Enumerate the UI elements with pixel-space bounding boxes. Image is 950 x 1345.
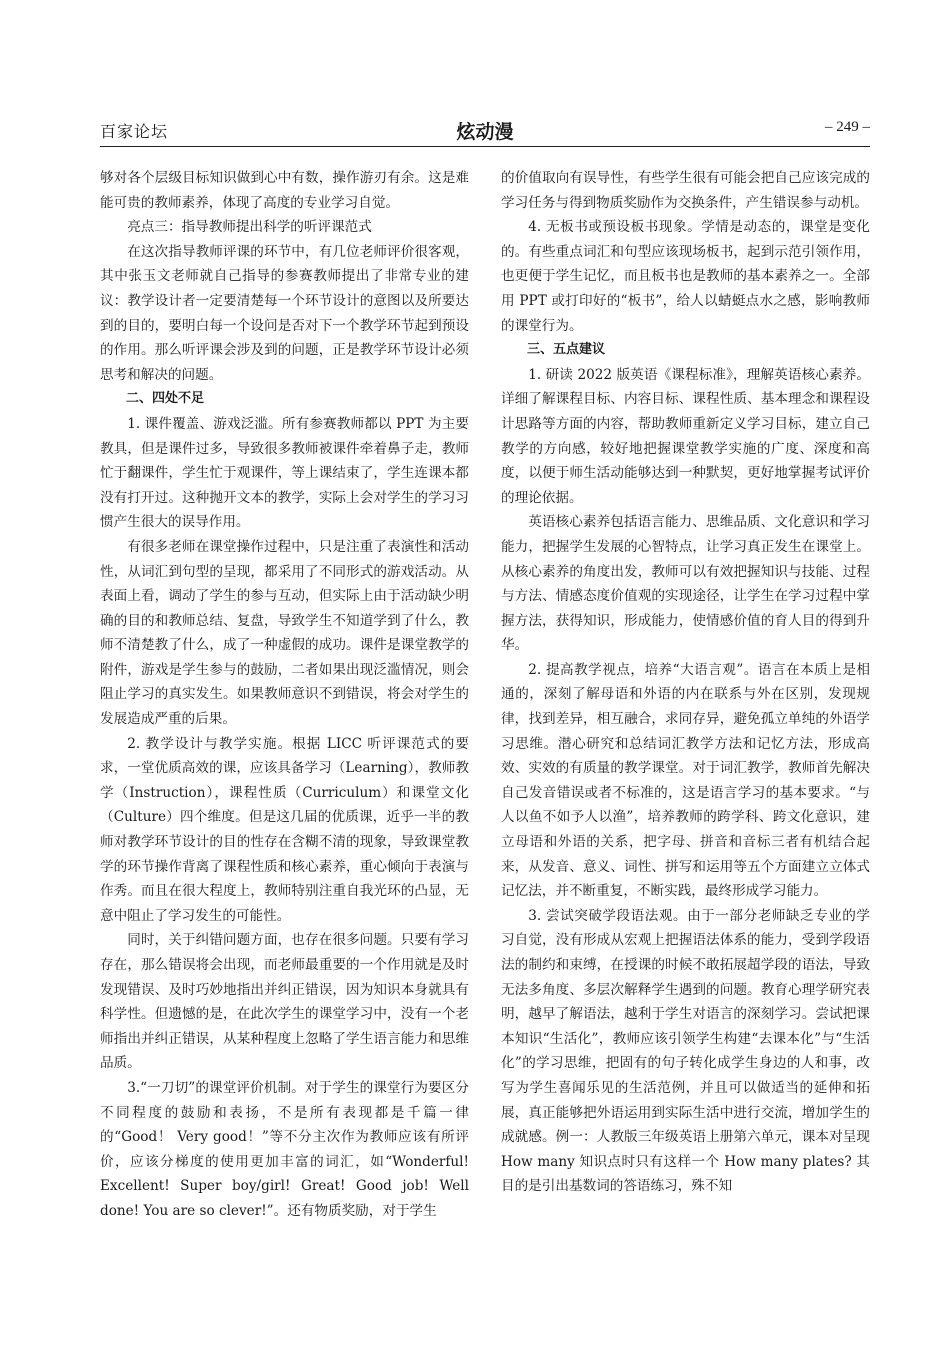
paragraph: 2. 教学设计与教学实施。根据 LICC 听评课范式的要求，一堂优质高效的课，应该具备学习（Learning），教师教学（Instruction），课程性质（Curriculum）和课堂文化（Culture）四个维度。但是这几届的优质课，近乎一半的教师对教学环节设计的目的性存在含糊不清的现象，导致课堂教学的环节操作背离了课程性质和核心素养，重心倾向于表演与作秀。而且在很大程度上，教师特别注重自我光环的凸显，无意中阻止了学习发生的可能性。 (100, 735, 469, 924)
section-heading: 二、四处不足 (126, 391, 205, 407)
paragraph: 4. 无板书或预设板书现象。学情是动态的，课堂是变化的。有些重点词汇和句型应该现场板书，起到示范引领作用，也更便于学生记忆，而且板书也是教师的基本素养之一。全部用 PPT 或打印好的“板书”，给人以蜻蜓点水之感，影响教师的课堂行为。 (501, 219, 870, 334)
paragraph: 亮点三：指导教师提出科学的听评课范式 (127, 219, 372, 236)
page-number: – 249 – (825, 119, 870, 135)
page-header (100, 117, 870, 147)
paragraph: 2. 提高教学视点，培养“大语言观”。语言在本质上是相通的，深刻了解母语和外语的内在联系与外在区别，发现规律，找到差异，相互融合，求同存异，避免孤立单纯的外语学习思维。潜心研究和总结词汇教学方法和记忆方法，形成高效、实效的有质量的教学课堂。对于词汇教学，教师首先解决自己发音错误或者不标准的，这是语言学习的基本要求。“与人以鱼不如予人以渔”，培养教师的跨学科、跨文化意识，建立母语和外语的关系，把字母、拼音和音标三者有机结合起来，从发音、意义、词性、拼写和运用等五个方面建立立体式记忆法，并不断重复，不断实践，最终形成学习能力。 (501, 661, 870, 900)
continued-paragraph: 的价值取向有误导性，有些学生很有可能会把自己应该完成的学习任务与得到物质奖励作为交换条件，产生错误参与动机。 (501, 170, 870, 211)
column-name: 百家论坛 (100, 122, 169, 141)
paragraph: 同时，关于纠错问题方面，也存在很多问题。只要有学习存在，那么错误将会出现，而老师最重要的一个作用就是及时发现错误、及时巧妙地指出并纠正错误，因为知识本身就具有科学性。但遗憾的是，在此次学生的课堂学习中，没有一个老师指出并纠正错误，从某种程度上忽略了学生语言能力和思维品质。 (100, 932, 469, 1072)
paragraph: 1. 课件覆盖、游戏泛滥。所有参赛教师都以 PPT 为主要教具，但是课件过多，导致很多教师被课件牵着鼻子走，教师忙于翻课件，学生忙于观课件，等上课结束了，学生连课本都没有打开过。这种抛开文本的教学，实际上会对学生的学习习惯产生很大的误导作用。 (100, 415, 469, 531)
continued-paragraph: 够对各个层级目标知识做到心中有数，操作游刃有余。这是难能可贵的教师素养，体现了高度的专业学习自觉。 (100, 170, 469, 211)
paragraph: 3.“一刀切”的课堂评价机制。对于学生的课堂行为要区分不同程度的鼓励和表扬，不是所有表现都是千篇一律的“Good！ Very good！”等不分主次作为教师应该有所评价，应该分梯度的使用更加丰富的词汇，如“Wonderful! Excellent! Super boy/girl! Great! Good job! Well done! You are so clever!”。还有物质奖励，对于学生 (100, 1079, 469, 1219)
header-rule (100, 146, 870, 147)
paragraph: 1. 研读 2022 版英语《课程标准》，理解英语核心素养。详细了解课程目标、内容目标、课程性质、基本理念和课程设计思路等方面的内容，帮助教师重新定义学习目标，建立自己教学的方向感，较好地把握课堂教学实施的广度、深度和高度，以便于师生活动能够达到一种默契，更好地掌握考试评价的理论依据。 (501, 366, 870, 506)
paragraph: 3. 尝试突破学段语法观。由于一部分老师缺乏专业的学习自觉，没有形成从宏观上把握语法体系的能力，受到学段语法的制约和束缚，在授课的时候不敢拓展超学段的语法，导致无法多角度、多层次解释学生遇到的问题。教育心理学研究表明，越早了解语法，越利于学生对语言的深刻学习。尝试把课本知识“生活化”，教师应该引领学生构建“去课本化”与“生活化”的学习思维，把固有的句子转化成学生身边的人和事，改写为学生喜闻乐见的生活范例，并且可以做适当的延伸和拓展，真正能够把外语运用到实际生活中进行交流，增加学生的成就感。例一：人教版三年级英语上册第六单元，课本对呈现 How many 知识点时只有这样一个 How many plates? 其目的是引出基数词的答语练习，殊不知 (501, 907, 870, 1195)
paragraph: 英语核心素养包括语言能力、思维品质、文化意识和学习能力，把握学生发展的心智特点，让学习真正发生在课堂上。从核心素养的角度出发，教师可以有效把握知识与技能、过程与方法、情感态度价值观的实现途径，让学生在学习过程中掌握方法，获得知识，形成能力，使情感价值的育人目的得到升华。 (501, 514, 870, 654)
journal-title: 炫动漫 (456, 121, 514, 143)
paragraph: 在这次指导教师评课的环节中，有几位老师评价很客观，其中张玉文老师就自己指导的参赛教师提出了非常专业的建议：教学设计者一定要清楚每一个环节设计的意图以及所要达到的目的，要明白每一个设问是否对下一个教学环节起到预设的作用。那么听评课会涉及到的问题，正是教学环节设计必须思考和解决的问题。 (100, 243, 469, 383)
paragraph: 有很多老师在课堂操作过程中，只是注重了表演性和活动性，从词汇到句型的呈现，都采用了不同形式的游戏活动。从表面上看，调动了学生的参与互动，但实际上由于活动缺少明确的目的和教师总结、复盘，导致学生不知道学到了什么，教师不清楚教了什么，成了一种虚假的成功。课件是课堂教学的附件，游戏是学生参与的鼓励，二者如果出现泛滥情况，则会阻止学习的真实发生。如果教师意识不到错误，将会对学生的发展造成严重的后果。 (100, 538, 469, 728)
right-column (501, 166, 870, 1199)
section-heading: 三、五点建议 (527, 342, 606, 358)
left-column (100, 166, 469, 1224)
